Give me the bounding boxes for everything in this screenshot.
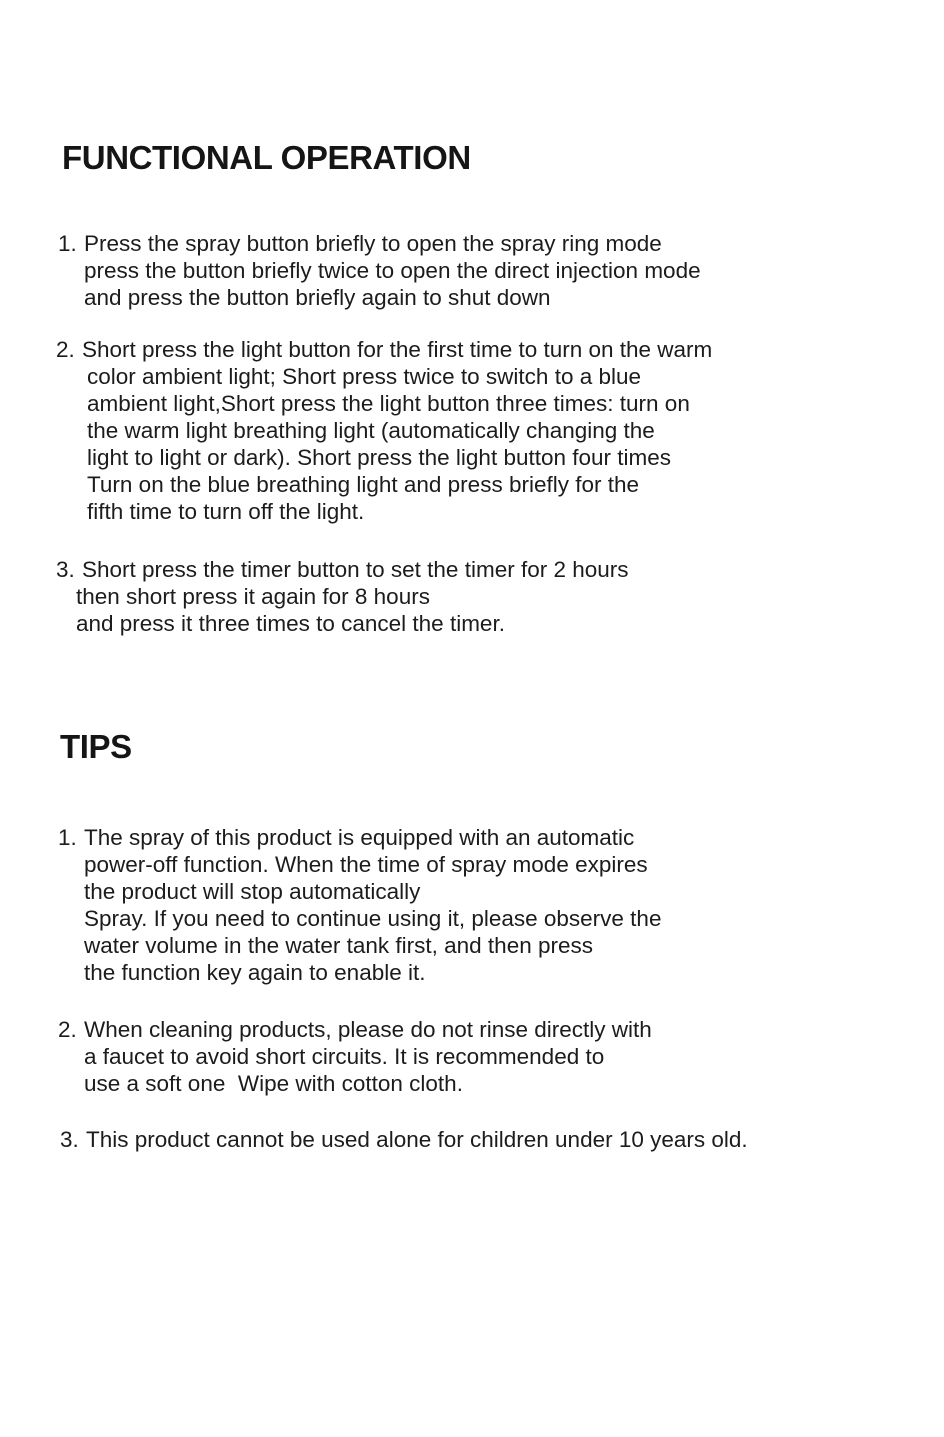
text-line: light to light or dark). Short press the light button four times (87, 445, 672, 470)
tips-item-2 (58, 1016, 652, 1097)
text-line: Press the spray button briefly to open the spray ring mode (84, 231, 662, 256)
text-line: Short press the light button for the first time to turn on the warm (82, 337, 713, 362)
list-item-text (86, 1126, 748, 1153)
text-line: Short press the timer button to set the timer for 2 hours (82, 557, 629, 582)
text-line: water volume in the water tank first, and then press (84, 933, 593, 958)
text-line: the warm light breathing light (automatically changing the (87, 418, 655, 443)
text-line: Turn on the blue breathing light and press briefly for the (87, 472, 639, 497)
list-item-text (84, 824, 661, 986)
text-line: Spray. If you need to continue using it, please observe the (84, 906, 662, 931)
list-item-text (84, 1016, 652, 1097)
text-line: press the button briefly twice to open the direct injection mode (84, 258, 701, 283)
list-item-number: 2. (58, 1017, 84, 1042)
text-line: ambient light,Short press the light button three times: turn on (87, 391, 690, 416)
list-item-number: 3. (56, 557, 82, 582)
text-line: When cleaning products, please do not rinse directly with (84, 1017, 652, 1042)
text-line: color ambient light; Short press twice to switch to a blue (87, 364, 642, 389)
list-item-number: 3. (60, 1127, 86, 1152)
text-line: then short press it again for 8 hours (76, 584, 430, 609)
text-line: power-off function. When the time of spray mode expires (84, 852, 648, 877)
tips-item-3 (60, 1126, 748, 1153)
text-line: and press the button briefly again to shut down (84, 285, 551, 310)
text-line: a faucet to avoid short circuits. It is recommended to (84, 1044, 605, 1069)
list-item-number: 1. (58, 231, 84, 256)
text-line: This product cannot be used alone for children under 10 years old. (86, 1127, 748, 1152)
list-item-text (82, 336, 712, 525)
section-heading-functional-operation: FUNCTIONAL OPERATION (62, 139, 471, 176)
list-item-number: 2. (56, 337, 82, 362)
text-line: the function key again to enable it. (84, 960, 426, 985)
functional-operation-item-1 (58, 230, 701, 311)
list-item-text (84, 230, 701, 311)
functional-operation-item-2 (56, 336, 712, 525)
text-line: and press it three times to cancel the timer. (76, 611, 505, 636)
text-line: The spray of this product is equipped with an automatic (84, 825, 635, 850)
tips-item-1 (58, 824, 661, 986)
list-item-text (76, 556, 629, 637)
functional-operation-item-3 (56, 556, 629, 637)
text-line: fifth time to turn off the light. (87, 499, 365, 524)
text-line: use a soft one Wipe with cotton cloth. (84, 1071, 463, 1096)
text-line: the product will stop automatically (84, 879, 421, 904)
section-heading-tips: TIPS (60, 728, 132, 765)
list-item-number: 1. (58, 825, 84, 850)
